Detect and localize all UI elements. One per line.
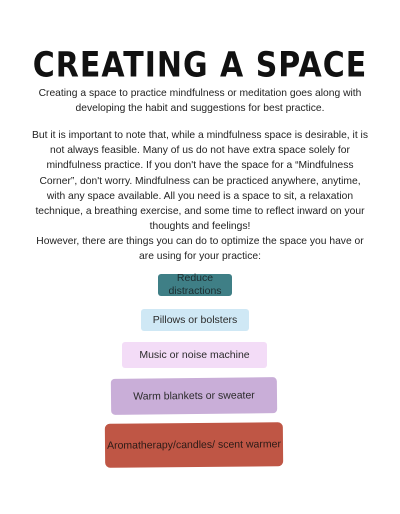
pyramid-tier-pillows: Pillows or bolsters: [141, 309, 249, 331]
pyramid-tier-reduce-distractions: Reduce distractions: [158, 274, 232, 296]
pyramid-tier-aromatherapy: Aromatherapy/candles/ scent warmer: [105, 422, 283, 468]
intro-paragraph: Creating a space to practice mindfulness or meditation goes along with developing the habit and suggestions for best practice.: [38, 88, 362, 115]
pyramid-tier-music: Music or noise machine: [122, 342, 267, 368]
page-title: CREATING A SPACE: [32, 45, 368, 86]
pyramid-tier-blankets: Warm blankets or sweater: [111, 377, 277, 415]
body-paragraph: But it is important to note that, while a mindfulness space is desirable, it is not always feasible. Many of us do not have extra space solely for mindfulness practice. If you don't have the space for a “Mindfulness Corner”, don't worry. Mindfulness can be practiced anywhere, anytime, with any space available. All you need is a space to sit, a relaxation technique, a breathing exercise, and some time to reflect inward on your thoughts and feelings!: [32, 130, 368, 233]
list-intro-paragraph: However, there are things you can do to optimize the space you have or are using for your practice:: [36, 236, 364, 263]
